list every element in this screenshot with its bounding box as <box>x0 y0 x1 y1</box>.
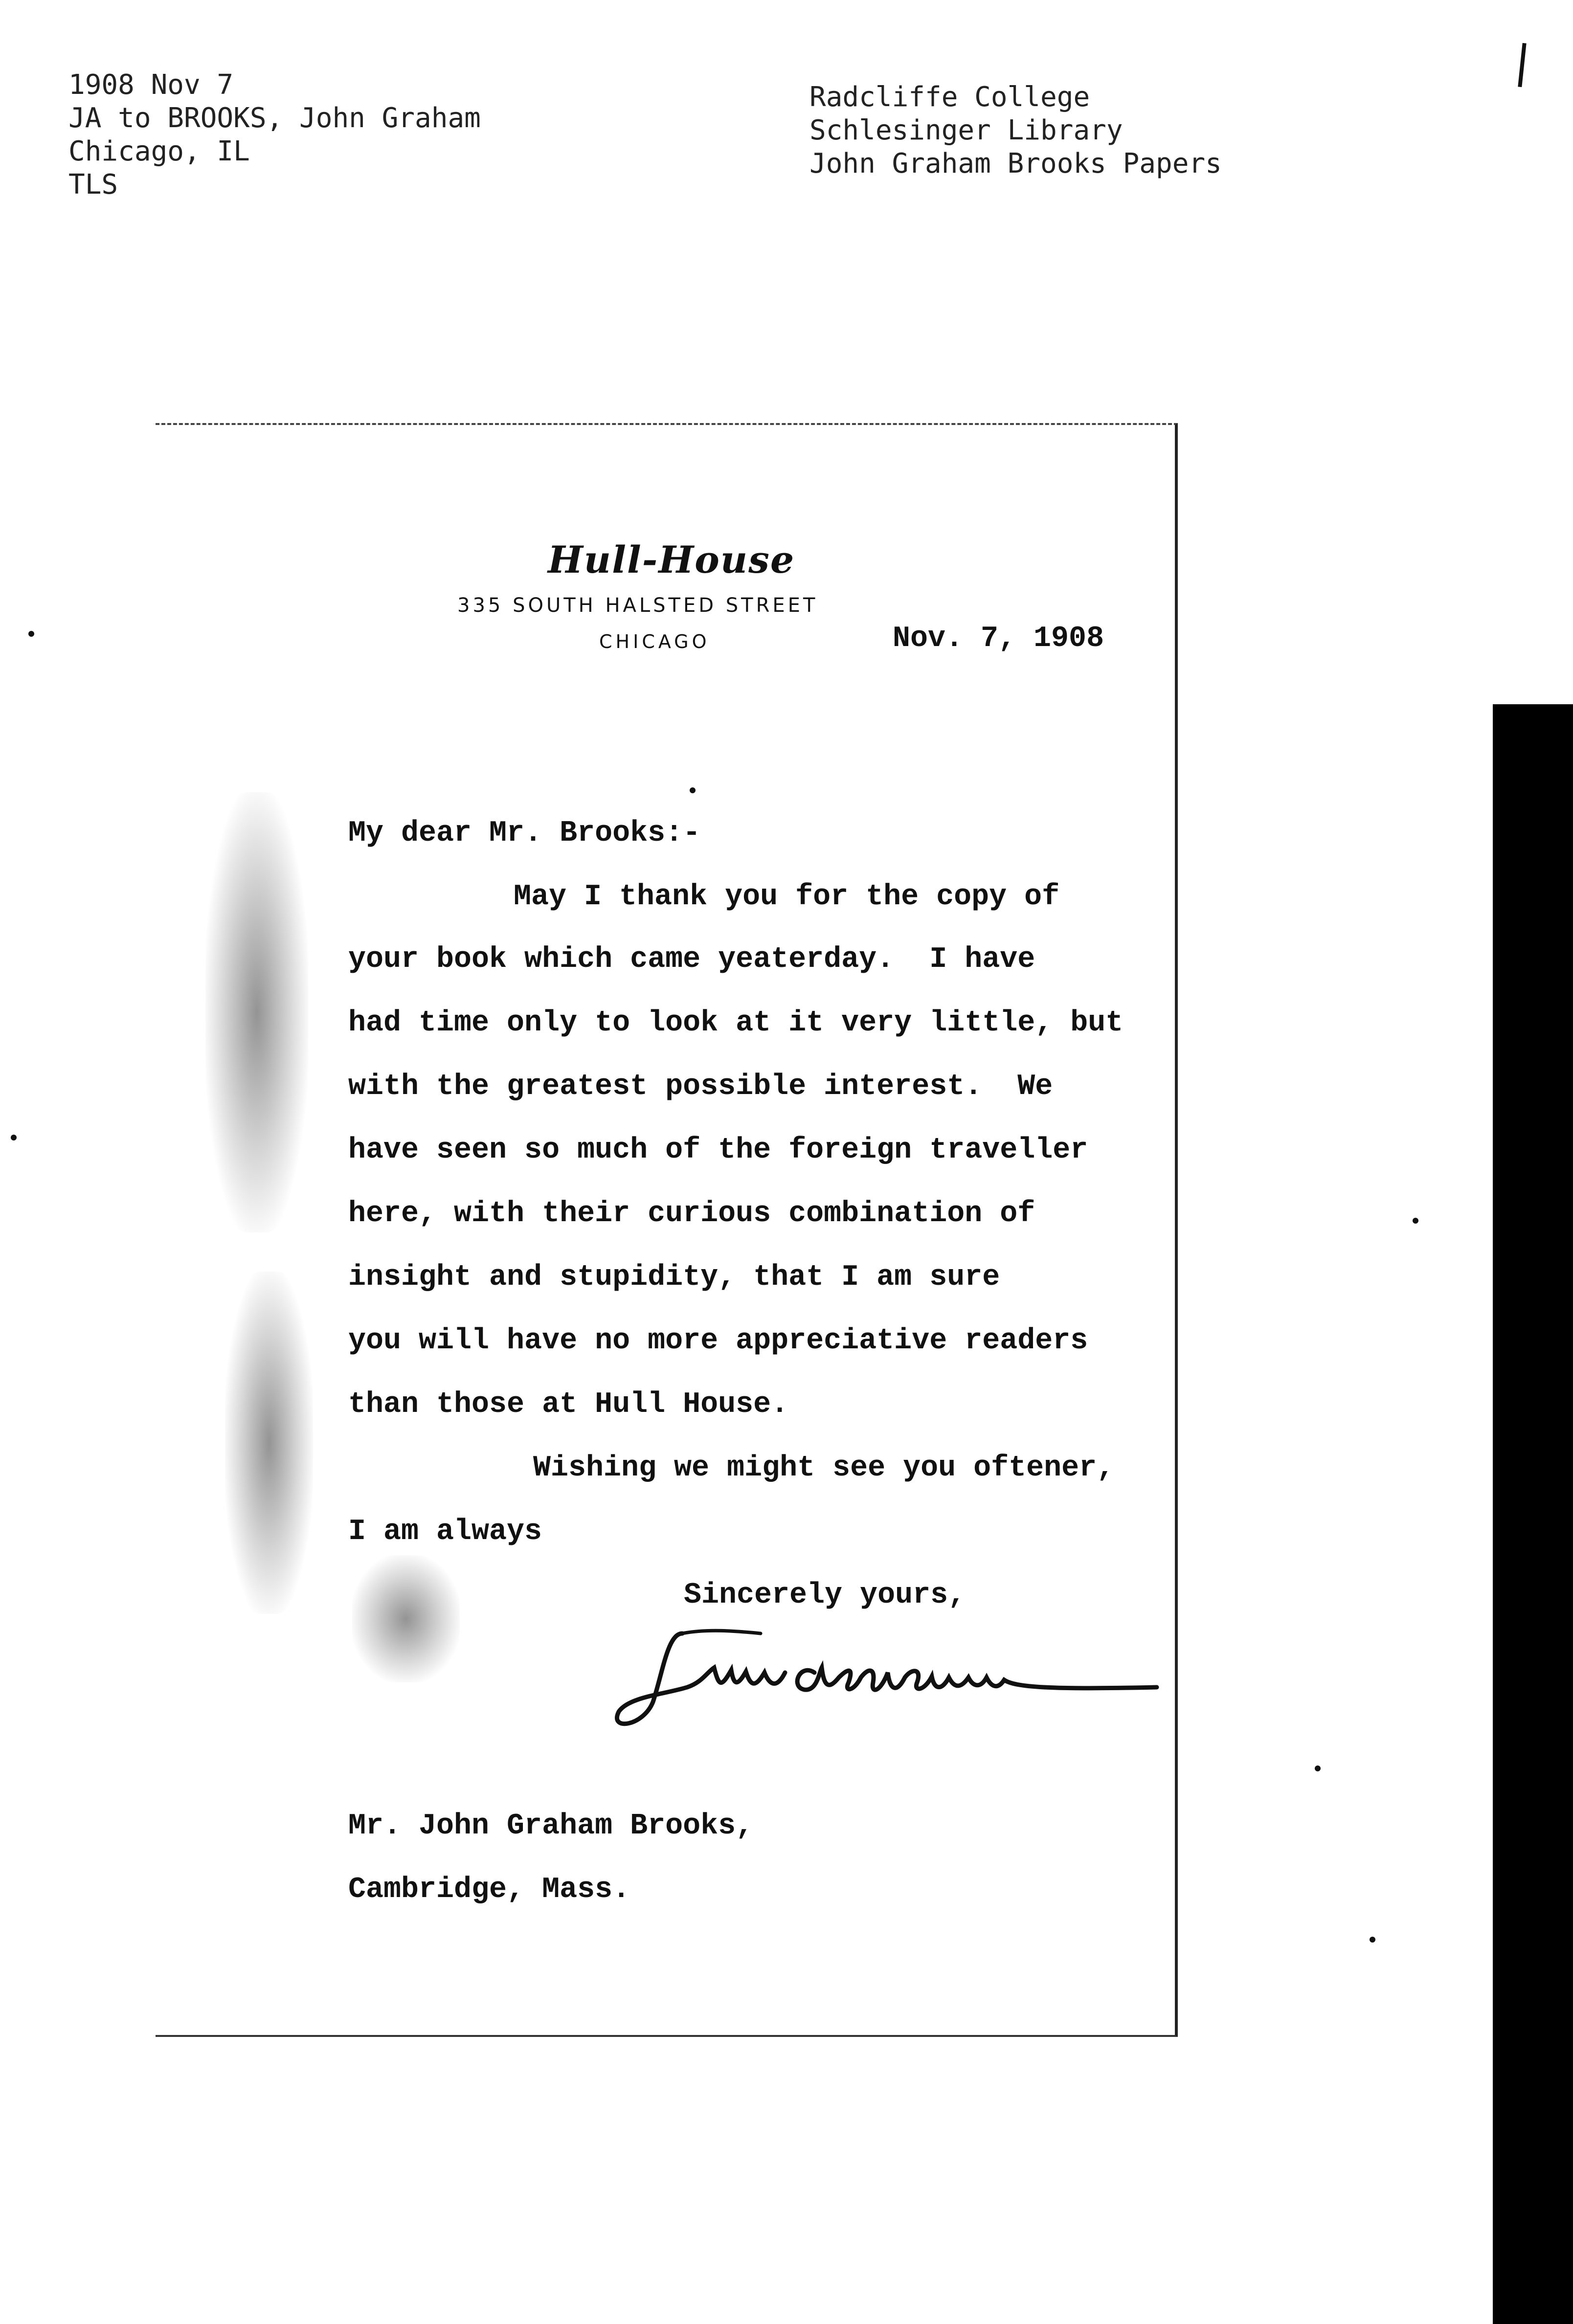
body-line: Wishing we might see you oftener, <box>533 1452 1115 1485</box>
addressee-city: Cambridge, Mass. <box>348 1873 630 1906</box>
body-line: had time only to look at it very little, but <box>348 1006 1124 1040</box>
body-line: insight and stupidity, that I am sure <box>348 1261 1000 1294</box>
archival-type-line: TLS <box>68 169 118 201</box>
letterhead-city: CHICAGO <box>599 631 710 652</box>
salutation: My dear Mr. Brooks:- <box>348 817 701 850</box>
closing: Sincerely yours, <box>684 1579 966 1612</box>
scan-speck <box>690 787 696 793</box>
body-line: than those at Hull House. <box>348 1388 789 1421</box>
scan-smudge <box>205 792 308 1232</box>
archival-header-left <box>68 68 481 201</box>
body-line: May I thank you for the copy of <box>514 880 1060 914</box>
archival-collection-line: John Graham Brooks Papers <box>809 148 1222 179</box>
scan-speck <box>11 1135 17 1140</box>
corner-pen-mark <box>1518 43 1526 87</box>
body-line: your book which came yeaterday. I have <box>348 943 1035 976</box>
scan-edge-shadow <box>1493 704 1573 2324</box>
letterhead-name: Hull-House <box>548 538 795 581</box>
signature-image <box>609 1614 1171 1731</box>
archival-header-right <box>809 81 1222 180</box>
archival-date-line: 1908 Nov 7 <box>68 69 234 101</box>
body-line: with the greatest possible interest. We <box>348 1070 1053 1103</box>
scan-speck <box>1370 1937 1375 1943</box>
body-line: have seen so much of the foreign traveller <box>348 1134 1088 1167</box>
scan-speck <box>28 631 34 637</box>
body-line: you will have no more appreciative readers <box>348 1324 1088 1358</box>
archival-place-line: Chicago, IL <box>68 135 250 167</box>
scan-smudge <box>225 1272 313 1614</box>
archival-institution-line: Radcliffe College <box>809 81 1090 113</box>
body-line: here, with their curious combination of <box>348 1197 1035 1230</box>
body-line: I am always <box>348 1515 542 1548</box>
archival-library-line: Schlesinger Library <box>809 114 1123 146</box>
scan-speck <box>1413 1218 1418 1224</box>
letter-date: Nov. 7, 1908 <box>893 622 1104 655</box>
scan-speck <box>1315 1765 1321 1771</box>
archival-correspondents-line: JA to BROOKS, John Graham <box>68 102 481 134</box>
scan-smudge <box>352 1555 460 1682</box>
addressee-name: Mr. John Graham Brooks, <box>348 1810 754 1843</box>
letterhead-street: 335 SOUTH HALSTED STREET <box>457 594 818 617</box>
